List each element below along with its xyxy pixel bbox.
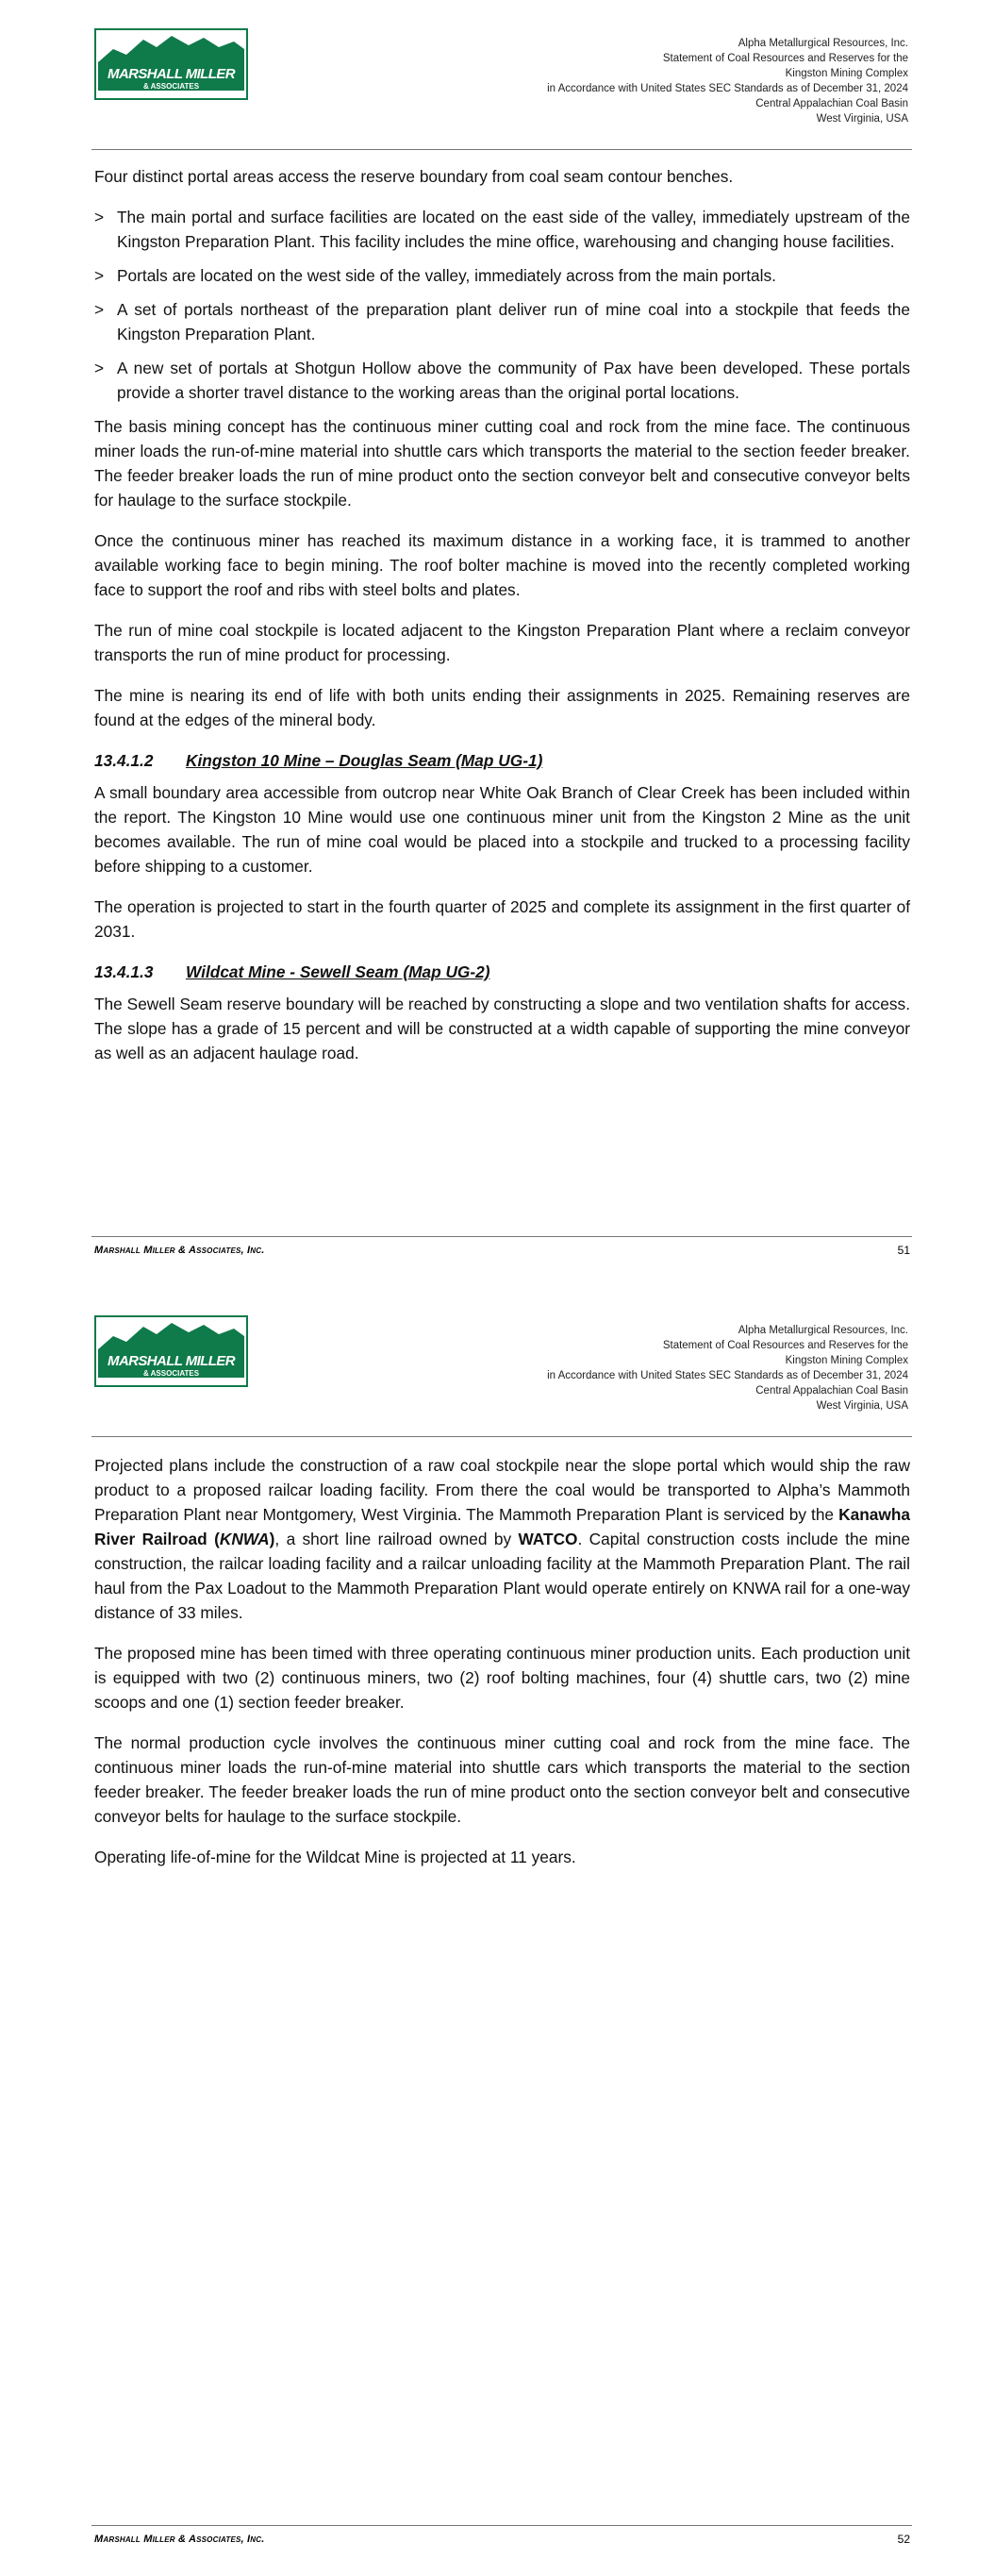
section-number: 13.4.1.3 (94, 962, 154, 981)
svg-text:MARSHALL MILLER: MARSHALL MILLER (108, 1353, 235, 1369)
header-line: West Virginia, USA (816, 1400, 908, 1412)
portal-bullet-list (94, 205, 910, 405)
section-title: Wildcat Mine - Sewell Seam (Map UG-2) (186, 962, 490, 981)
marshall-miller-logo (94, 28, 248, 100)
paragraph: Operating life-of-mine for the Wildcat Mine is projected at 11 years. (94, 1848, 576, 1866)
paragraph: The normal production cycle involves the continuous miner cutting coal and rock from the mine face. The continuous miner loads the run-of-mine material into shuttle cars which transports the material to the section feeder breaker. The feeder breaker loads the run of mine product onto the section conveyor belt and consecutive conveyor belts for haulage to the surface stockpile. (94, 1733, 910, 1826)
list-item: > Portals are located on the west side of the valley, immediately across from the main portals. (94, 263, 910, 288)
header-line: Alpha Metallurgical Resources, Inc. (738, 38, 908, 49)
railroad-owner: WATCO (518, 1530, 578, 1548)
svg-text:& ASSOCIATES: & ASSOCIATES (142, 82, 200, 91)
header-line: Kingston Mining Complex (785, 68, 908, 79)
header-rule (91, 1436, 912, 1437)
paragraph: The mine is nearing its end of life with both units ending their assignments in 2025. Remaining reserves are found at the edges of the mineral body. (94, 686, 910, 729)
section-heading-wildcat (94, 960, 910, 984)
section-title: Kingston 10 Mine – Douglas Seam (Map UG-1) (186, 751, 543, 770)
bullet-marker: > (94, 359, 105, 377)
header-line: Central Appalachian Coal Basin (755, 98, 908, 109)
paragraph: The proposed mine has been timed with three operating continuous miner production units. Each production unit is equipped with two (2) continuous miners, two (2) roof bolting machines, four (4) shuttle cars, two (2) mine scoops and one (1) section feeder breaker. (94, 1644, 910, 1712)
footer-rule (91, 2525, 912, 2526)
header-line: West Virginia, USA (816, 113, 908, 125)
railroad-name: Kanawha River Railroad (KNWA) (94, 1505, 910, 1548)
paragraph: The Sewell Seam reserve boundary will be reached by constructing a slope and two ventilation shafts for access. The slope has a grade of 15 percent and will be constructed at a width capable of supporting the mine conveyor as well as an adjacent haulage road. (94, 995, 910, 1062)
paragraph: The basis mining concept has the continuous miner cutting coal and rock from the mine face. The continuous miner loads the run-of-mine material into shuttle cars which transports the material to the section feeder breaker. The feeder breaker loads the run of mine product onto the section conveyor belt and consecutive conveyor belts for haulage to the surface stockpile. (94, 417, 910, 510)
section-heading-kingston-10 (94, 748, 910, 773)
page-52-body (94, 1453, 910, 1885)
list-item: > The main portal and surface facilities are located on the east side of the valley, immediately upstream of the Kingston Preparation Plant. This facility includes the mine office, warehousing and changing house facilities. (94, 205, 910, 254)
page-footer (94, 1242, 910, 1259)
svg-text:& ASSOCIATES: & ASSOCIATES (142, 1369, 200, 1378)
paragraph: The run of mine coal stockpile is located adjacent to the Kingston Preparation Plant where a reclaim conveyor transports the run of mine product for processing. (94, 621, 910, 664)
page-51-body (94, 164, 910, 1081)
footer-rule (91, 1236, 912, 1237)
bullet-marker: > (94, 266, 105, 285)
marshall-miller-logo (94, 1315, 248, 1387)
paragraph: A small boundary area accessible from outcrop near White Oak Branch of Clear Creek has been included within the report. The Kingston 10 Mine would use one continuous miner unit from the Kingston 2 Mine as the unit becomes available. The run of mine coal would be placed into a stockpile and trucked to a processing facility before shipping to a customer. (94, 783, 910, 876)
list-item: > A new set of portals at Shotgun Hollow above the community of Pax have been developed. These portals provide a shorter travel distance to the working areas than the original portal locations. (94, 356, 910, 405)
report-header (547, 36, 908, 126)
list-item: > A set of portals northeast of the preparation plant deliver run of mine coal into a stockpile that feeds the Kingston Preparation Plant. (94, 297, 910, 346)
intro-paragraph: Four distinct portal areas access the reserve boundary from coal seam contour benches. (94, 167, 734, 186)
header-line: Central Appalachian Coal Basin (755, 1385, 908, 1397)
section-number: 13.4.1.2 (94, 751, 154, 770)
header-line: in Accordance with United States SEC Standards as of December 31, 2024 (547, 83, 908, 94)
page-number: 52 (897, 2533, 910, 2546)
page-52 (0, 1293, 995, 2576)
page-footer (94, 2531, 910, 2548)
bullet-marker: > (94, 300, 105, 319)
header-line: Kingston Mining Complex (785, 1355, 908, 1366)
header-line: Statement of Coal Resources and Reserves for the (662, 1340, 908, 1351)
header-line: Alpha Metallurgical Resources, Inc. (738, 1325, 908, 1336)
header-rule (91, 149, 912, 150)
bullet-marker: > (94, 208, 105, 226)
paragraph: Once the continuous miner has reached its maximum distance in a working face, it is trammed to another available working face to begin mining. The roof bolter machine is moved into the recently completed working face to support the roof and ribs with steel bolts and plates. (94, 531, 910, 599)
report-header (547, 1323, 908, 1413)
footer-firm-name: Marshall Miller & Associates, Inc. (94, 2534, 265, 2545)
page-number: 51 (897, 1244, 910, 1257)
header-line: Statement of Coal Resources and Reserves for the (662, 53, 908, 64)
paragraph: The operation is projected to start in the fourth quarter of 2025 and complete its assignment in the first quarter of 2031. (94, 897, 910, 941)
paragraph-rail-haul: Projected plans include the construction of a raw coal stockpile near the slope portal which would ship the raw product to a proposed railcar loading facility. From there the coal would be transported to Alpha’s Mammoth Preparation Plant near Montgomery, West Virginia. The Mammoth Preparation Plant is serviced by the Kanawha River Railroad (KNWA), a short line railroad owned by WATCO. Capital construction costs include the mine construction, the railcar loading facility and a railcar unloading facility at the Mammoth Preparation Plant. The rail haul from the Pax Loadout to the Mammoth Preparation Plant would operate entirely on KNWA rail for a one-way distance of 33 miles. (94, 1456, 910, 1622)
footer-firm-name: Marshall Miller & Associates, Inc. (94, 1245, 265, 1256)
header-line: in Accordance with United States SEC Standards as of December 31, 2024 (547, 1370, 908, 1381)
svg-text:MARSHALL MILLER: MARSHALL MILLER (108, 66, 235, 82)
